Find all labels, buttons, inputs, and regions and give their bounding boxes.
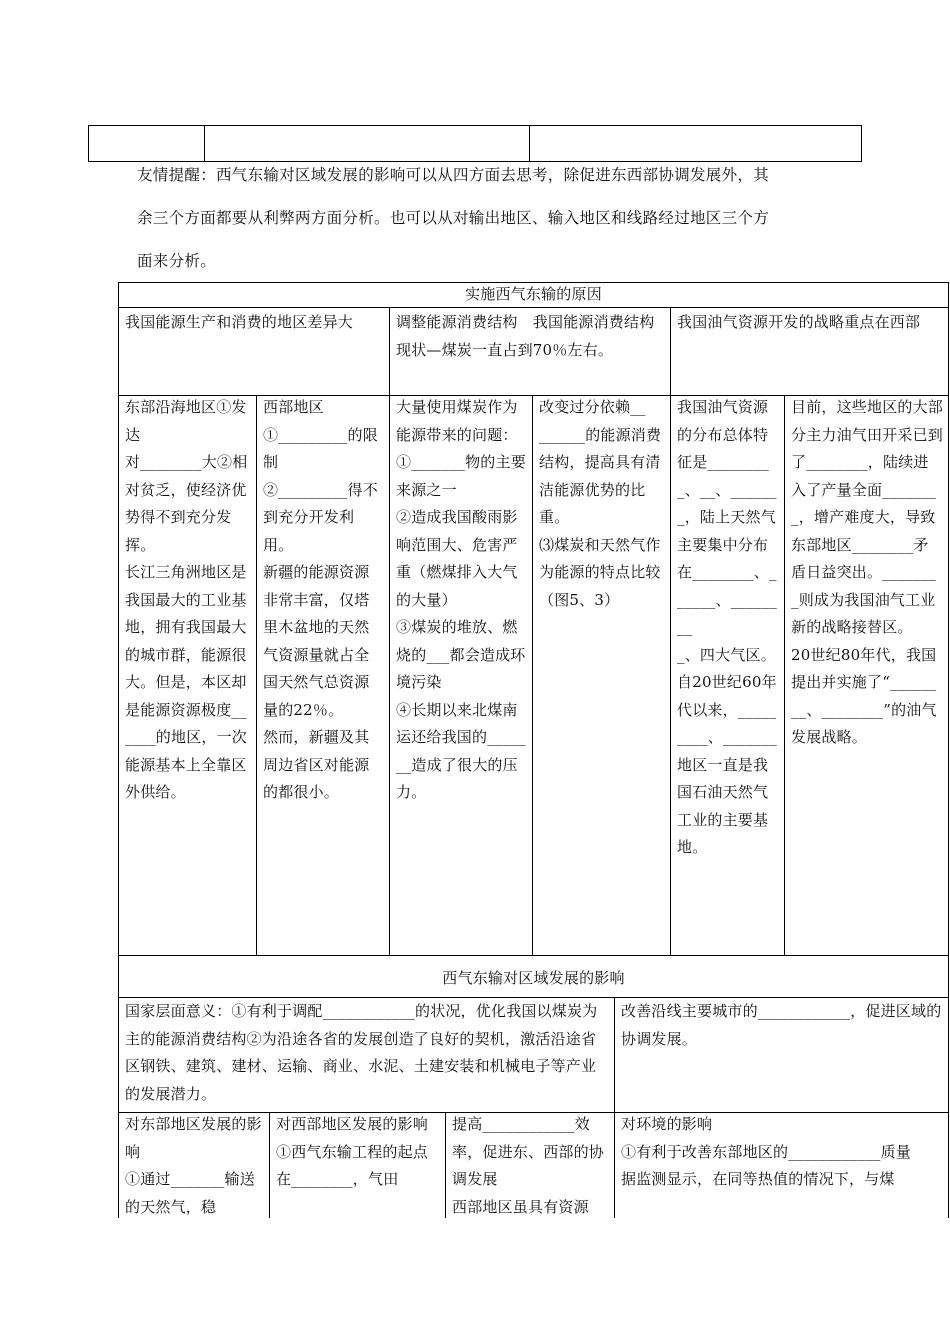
tip-paragraph — [137, 154, 837, 283]
national-significance-cell: 国家层面意义：①有利于调配____________的状况，优化我国以煤炭为主的能源消费结构②为沿途各省的发展创造了良好的契机，激活沿途省区钢铁、建筑、建材、运输、商业、水泥、土建安装和机械电子等产业的发展潜力。 — [125, 1002, 598, 1103]
reasons-col1-header: 我国能源生产和消费的地区差异大 — [125, 313, 354, 331]
tip-line: 友情提醒：西气东输对区域发展的影响可以从四方面去思考，除促进东西部协调发展外，其 — [137, 166, 770, 184]
reasons-col2-header: 调整能源消费结构 我国能源消费结构现状—煤炭一直占到70％左右。 — [396, 313, 655, 359]
oil-gas-distribution-cell: 我国油气资源的分布总体特征是_________、__、_______，陆上天然气主要集中分布在________、______、________ _、四大气区。自20世纪60年代以来，_________、_______地区一直是我国石油天然气工业的主要基地。 — [677, 398, 777, 856]
impact-title: 西气东输对区域发展的影响 — [442, 969, 625, 987]
tip-line: 面来分析。 — [137, 252, 217, 270]
city-improvement-cell: 改善沿线主要城市的____________，促进区域的协调发展。 — [621, 1002, 942, 1048]
coal-problems-cell: 大量使用煤炭作为能源带来的问题： ①_______物的主要来源之一 ②造成我国酸雨影响范围大、危害严重（燃煤排入大气的大量） ③煤炭的堆放、燃烧的___都会造成环境污染 ④长期以来北煤南运还给我国的_______造成了很大的压力。 — [396, 398, 526, 801]
west-region-cell: 西部地区 ①_________的限制 ②_________得不到充分开发利用。 新疆的能源资源非常丰富，仅塔里木盆地的天然气资源量就占全国天然气总资源量的22％。 然而，新疆及其周边省区对能源的都很小。 — [263, 398, 378, 801]
structure-change-cell: 改变过分依赖__ ______的能源消费结构，提高具有清洁能源优势的比重。 ⑶煤炭和天然气作为能源的特点比较（图5、3） — [539, 398, 662, 609]
east-impact-cell: 对东部地区发展的影响 ①通过_______输送的天然气，稳 — [125, 1115, 262, 1216]
west-impact-cell: 对西部地区发展的影响 ①西气东输工程的起点在________，气田 — [276, 1115, 429, 1188]
east-coast-region-cell: 东部沿海地区①发达 对________大②相对贫乏，使经济优势得不到充分发挥。 长江三角洲地区是我国最大的工业基地，拥有我国最大的城市群，能源很大。但是，本区却是能源资源极度______的地区，一次能源基本上全靠区外供给。 — [125, 398, 248, 801]
reasons-title: 实施西气东输的原因 — [465, 285, 602, 303]
environment-impact-cell: 对环境的影响 ①有利于改善东部地区的____________质量 据监测显示，在同等热值的情况下，与煤 — [621, 1115, 912, 1188]
reasons-col3-header: 我国油气资源开发的战略重点在西部 — [677, 313, 921, 331]
current-situation-cell: 目前，这些地区的大部分主力油气田开采已到了________，陆续进入了产量全面________，增产难度大，导致东部地区________矛盾日益突出。________则成为我国油气工业新的战略接替区。 20世纪80年代，我国提出并实施了“________、________”的油气发展战略。 — [791, 398, 944, 746]
tip-line: 余三个方面都要从利弊两方面分析。也可以从对输出地区、输入地区和线路经过地区三个方 — [137, 209, 770, 227]
efficiency-cell: 提高____________效率，促进东、西部的协调发展 西部地区虽具有资源 — [452, 1115, 605, 1216]
